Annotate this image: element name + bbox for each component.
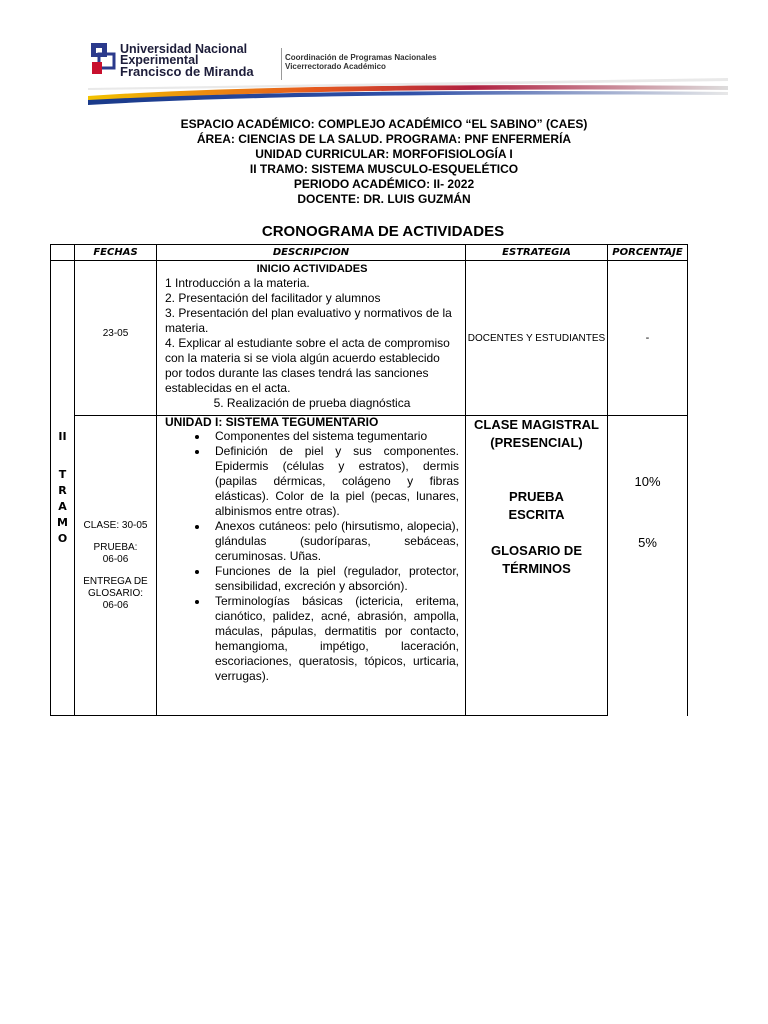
estrategia-value: DOCENTES Y ESTUDIANTES xyxy=(467,332,606,344)
coordination-line: Vicerrectorado Académico xyxy=(285,62,386,71)
estrategia-glosario xyxy=(466,542,607,578)
porcentaje-cell xyxy=(608,261,688,416)
letterhead-swoosh xyxy=(88,76,728,106)
descripcion-cell xyxy=(157,416,466,716)
table-row xyxy=(51,261,688,416)
description-heading: INICIO ACTIVIDADES xyxy=(256,263,368,275)
description-line: 3. Presentación del plan evaluativo y normativos de la materia. xyxy=(165,306,452,335)
university-name xyxy=(120,44,254,77)
estrategia-prueba xyxy=(466,488,607,524)
university-name-line: Francisco de Miranda xyxy=(120,64,254,79)
porcentaje-glosario: 5% xyxy=(638,535,657,550)
tramo-letter: O xyxy=(57,531,68,545)
estrategia-line: ESCRITA xyxy=(508,507,565,522)
porcentaje-prueba: 10% xyxy=(634,474,661,489)
fecha-value: 23-05 xyxy=(102,328,129,339)
description-line: 5. Realización de prueba diagnóstica xyxy=(213,396,411,410)
list-item: • Definición de piel y sus componentes. Epidermis (células y estratos), dermis (papilas dérmicas, colágeno y fibras elásticas). Color de la piel (pecas, lunares, albinismos entre otras). xyxy=(209,444,459,519)
header-cell-fechas: FECHAS xyxy=(75,245,157,261)
course-header xyxy=(60,117,708,207)
fecha-entrega-line: 06-06 xyxy=(102,599,129,611)
tramo-letter: R xyxy=(58,483,67,497)
university-name-line: Experimental xyxy=(120,53,199,67)
estrategia-line: CLASE MAGISTRAL xyxy=(474,417,599,432)
porcentaje-cell xyxy=(608,416,688,716)
description-line: 2. Presentación del facilitador y alumnos xyxy=(165,291,381,305)
header-line-period: PERIODO ACADÉMICO: II- 2022 xyxy=(293,177,475,191)
list-item: • Terminologías básicas (ictericia, eritema, cianótico, palidez, acné, abrasión, ampolla, máculas, pápulas, dermatitis por contacto, hemangioma, impétigo, laceración, escoriaciones, queratosis, tópicos, urticaria, verrugas). xyxy=(209,594,459,684)
description-line: 4. Explicar al estudiante sobre el acta de compromiso con la materia si se viola algún acuerdo establecido por todos durante las clases tendrá las sanciones establecidas en el acta. xyxy=(165,336,450,395)
fecha-entrega xyxy=(75,576,156,612)
estrategia-line: (PRESENCIAL) xyxy=(490,435,583,450)
table-header-row xyxy=(51,245,688,261)
tramo-letter: M xyxy=(57,515,68,529)
header-line-academic-space: ESPACIO ACADÉMICO: COMPLEJO ACADÉMICO “EL SABINO” (CAES) xyxy=(180,117,588,131)
tramo-letter: A xyxy=(58,499,67,513)
header-line-area: ÁREA: CIENCIAS DE LA SALUD. PROGRAMA: PNF ENFERMERÍA xyxy=(196,132,572,146)
description-line: 1 Introducción a la materia. xyxy=(165,276,310,290)
page-title: CRONOGRAMA DE ACTIVIDADES xyxy=(261,223,505,240)
header-line-teacher: DOCENTE: DR. LUIS GUZMÁN xyxy=(297,192,471,206)
header-line-curricular-unit: UNIDAD CURRICULAR: MORFOFISIOLOGÍA I xyxy=(255,147,513,161)
table-row xyxy=(51,416,688,716)
coordination-text xyxy=(285,53,437,71)
fecha-entrega-line: ENTREGA DE xyxy=(83,575,148,587)
fecha-cell xyxy=(75,261,157,416)
header-line-tramo: II TRAMO: SISTEMA MUSCULO-ESQUELÉTICO xyxy=(249,162,519,176)
fecha-cell xyxy=(75,416,157,716)
tramo-letters xyxy=(51,467,74,547)
letterhead xyxy=(88,38,728,108)
estrategia-clase xyxy=(466,416,607,452)
schedule-table xyxy=(50,244,688,716)
porcentaje-value: - xyxy=(645,332,650,344)
university-name-line: Universidad Nacional xyxy=(120,42,248,56)
coordination-line: Coordinación de Programas Nacionales xyxy=(285,53,437,62)
estrategia-cell xyxy=(466,416,608,716)
tramo-letter: T xyxy=(58,467,67,481)
estrategia-line: GLOSARIO DE xyxy=(490,543,582,558)
university-logo-icon xyxy=(90,42,116,76)
estrategia-line: TÉRMINOS xyxy=(502,561,571,576)
header-cell-descripcion: DESCRIPCION xyxy=(157,245,466,261)
header-cell-tramo xyxy=(51,245,75,261)
fecha-prueba-line: 06-06 xyxy=(102,553,129,565)
list-item: • Componentes del sistema tegumentario xyxy=(209,429,459,444)
header-cell-porcentaje: PORCENTAJE xyxy=(608,245,688,261)
tramo-cell xyxy=(51,261,75,716)
estrategia-line: PRUEBA xyxy=(509,489,564,504)
fecha-clase: CLASE: 30-05 xyxy=(83,519,148,531)
fecha-entrega-line: GLOSARIO: xyxy=(87,587,143,599)
list-item: • Anexos cutáneos: pelo (hirsutismo, alopecia), glándulas (sudoríparas, sebáceas, ceruminosas. Uñas. xyxy=(209,519,459,564)
fecha-prueba xyxy=(75,542,156,566)
header-cell-estrategia: ESTRATEGIA xyxy=(466,245,608,261)
descripcion-cell xyxy=(157,261,466,416)
estrategia-cell xyxy=(466,261,608,416)
tramo-number: II xyxy=(58,429,67,443)
fecha-prueba-line: PRUEBA: xyxy=(93,541,138,553)
topic-list xyxy=(165,429,459,684)
unit-title: UNIDAD I: SISTEMA TEGUMENTARIO xyxy=(165,415,379,429)
list-item: • Funciones de la piel (regulador, protector, sensibilidad, excreción y absorción). xyxy=(209,564,459,594)
